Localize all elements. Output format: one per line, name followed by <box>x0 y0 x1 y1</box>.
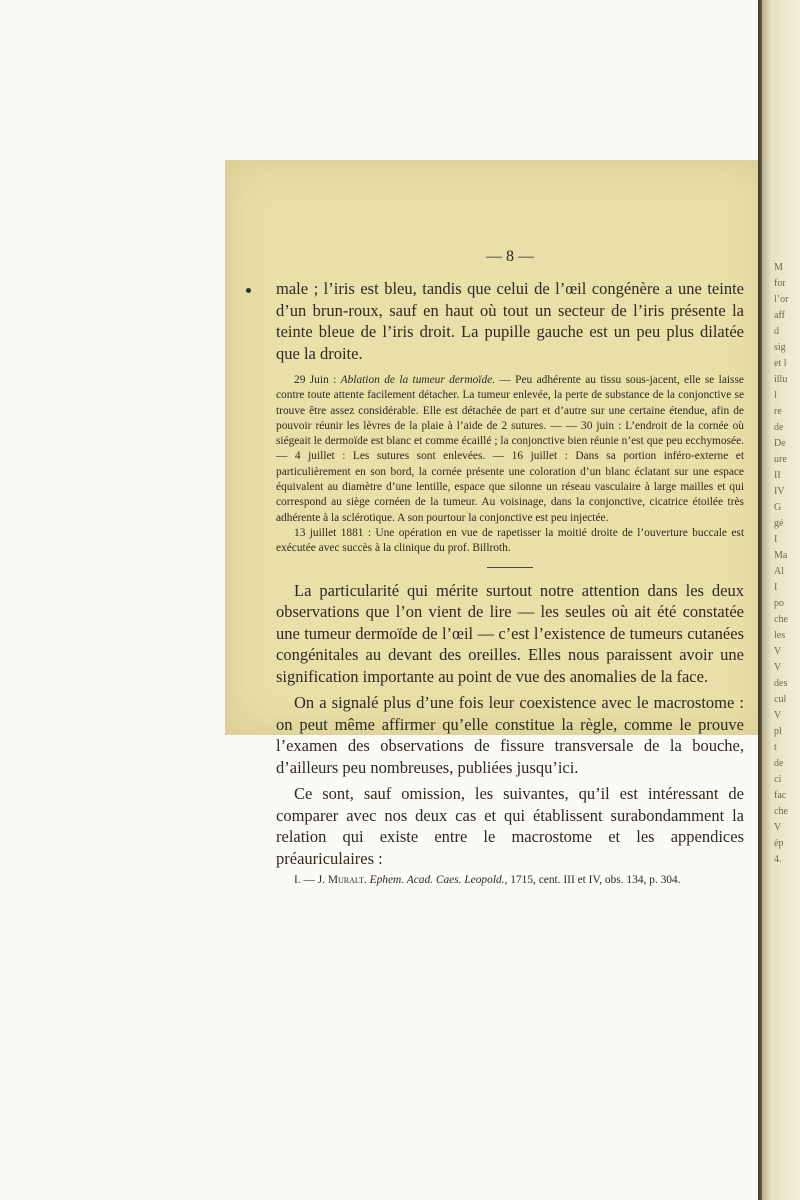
entry-text: — Peu adhérente au tissu sous-jacent, elle se laisse contre toute attente facilement détacher. La tumeur enlevée, la perte de substance de la conjonctive se trouve être assez considérable. Elle est détachée de part et d’autre sur une certaine étendue, afin de pouvoir réunir les lèvres de la plaie à l’aide de 2 sutures. — — 30 juin : L’endroit de la cornée où siégeait le dermoïde est blanc et comme écaillé ; la conjonctive bien réunie n’est que peu ecchymosée. — 4 juillet : Les sutures sont enlevées. — 16 juillet : Dans sa portion inféro-externe et particulièrement en son bord, la cornée présente une coloration d’un blanc éclatant sur une espace équivalent au diamètre d’une lentille, espace que silonne un réseau vasculaire à large mailles et qui correspond au siège cornéen de la tumeur. Au voisinage, dans la conjonctive, cicatrice étoilée très adhérente à la sclérotique. A son pourtour la conjonctive est peu injectée. <box>276 374 744 524</box>
entry-july-13: 13 juillet 1881 : Une opération en vue de rapetisser la moitié droite de l’ouverture buccale est exécutée avec succès à la clinique du prof. Billroth. <box>276 526 744 555</box>
footnote-prefix: I. — J. <box>294 874 326 887</box>
section-divider <box>487 567 533 568</box>
opening-paragraph: male ; l’iris est bleu, tandis que celui de l’œil congénère a une teinte d’un brun-roux, sauf en haut où tout un secteur de l’iris présente la teinte bleue de l’iris droit. La pupille gauche est un peu plus dilatée que la droite. <box>276 279 744 363</box>
entry-june-29 <box>276 373 744 526</box>
paragraph-2: On a signalé plus d’une fois leur coexistence avec le macrostome : on peut même affirmer qu’elle constitue la règle, comme le prouve l’examen des observations de fissure transversale de la bouche, d’ailleurs peu nombreuses, publiées jusqu’ici. <box>276 693 744 777</box>
paragraph-3: Ce sont, sauf omission, les suivantes, qu’il est intéressant de comparer avec nos deux cas et qui établissent surabondamment la relation qui existe entre le macrostome et les appendices préauriculaires : <box>276 784 744 868</box>
footnote-author: Muralt. <box>327 874 367 887</box>
entry-title: Ablation de la tumeur dermoïde. <box>340 374 496 386</box>
footnote-details: 1715, cent. III et IV, obs. 134, p. 304. <box>510 874 681 887</box>
entry-date: 29 Juin : <box>294 374 337 386</box>
page-number: — 8 — <box>486 248 534 265</box>
margin-dot <box>246 288 251 293</box>
paragraph-1: La particularité qui mérite surtout notre attention dans les deux observations que l’on vient de lire — les seules où ait été constatée une tumeur dermoïde de l’œil — c’est l’existence de tumeurs cutanées congénitales au devant des oreilles. Elles nous paraissent avoir une signification importante au point de vue des anomalies de la face. <box>276 580 744 686</box>
adjacent-page-fragments: M for l’or aff d sig et l illu l re de De ure II IV G gé I Ma Al I po che les V V des cul V pl t de ci fac che V ép 4. <box>774 262 789 865</box>
footnote <box>276 873 744 888</box>
footnote-source: Ephem. Acad. Caes. Leopold., <box>369 874 508 887</box>
page-text <box>276 248 744 888</box>
